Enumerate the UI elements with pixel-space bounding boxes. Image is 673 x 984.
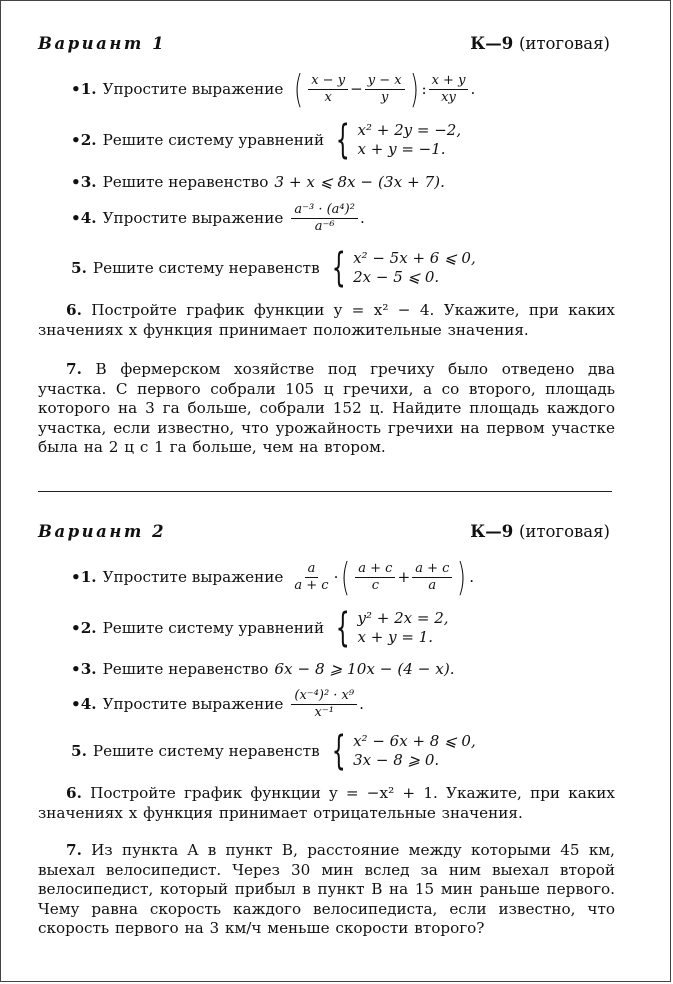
period: . xyxy=(359,209,365,227)
v2-task-5 xyxy=(71,730,476,772)
task-number: •4. xyxy=(71,695,97,713)
task-text: Упростите выражение xyxy=(102,695,284,713)
task-number: 5. xyxy=(71,742,87,760)
task-number: 7. xyxy=(66,360,82,378)
fraction: $\frac{\text{a⁻³ · (a⁴)²}}{\text{a⁻⁶}}$ xyxy=(291,203,358,234)
task-text: Постройте график функции y = x² − 4. Укажите, при каких значениях x функция принимает положительные значения. xyxy=(38,301,615,339)
v2-task-3 xyxy=(71,660,455,678)
task-number: •3. xyxy=(71,173,97,191)
v2-task-6 xyxy=(38,784,615,823)
variant-2-header xyxy=(38,522,610,541)
v1-task-1 xyxy=(71,69,475,109)
fraction: $\frac{x - y}{x}$ xyxy=(308,74,348,105)
task-number: •4. xyxy=(71,209,97,227)
operator: + xyxy=(397,568,411,586)
task-text: Решите систему неравенств xyxy=(92,259,320,277)
brace-icon: { xyxy=(331,728,346,774)
task-number: •1. xyxy=(71,80,97,98)
fraction: $\frac{a + c}{c}$ xyxy=(355,562,395,593)
task-text: Решите систему неравенств xyxy=(92,742,320,760)
task-text: Решите неравенство xyxy=(102,173,269,191)
task-number: 7. xyxy=(66,841,82,859)
v2-task-2 xyxy=(71,607,449,649)
brace-icon: { xyxy=(335,605,350,651)
v1-task-4 xyxy=(71,197,365,239)
test-code: К—9 xyxy=(470,522,514,541)
inequality-system: { x² − 5x + 6 ⩽ 0, 2x − 5 ⩽ 0. xyxy=(331,245,476,291)
task-number: •2. xyxy=(71,131,97,149)
v2-task-1 xyxy=(71,556,474,598)
right-paren: ) xyxy=(457,555,467,599)
task-number: •2. xyxy=(71,619,97,637)
operator: · xyxy=(333,568,339,586)
v1-task-2 xyxy=(71,119,461,161)
operator: − xyxy=(350,80,363,98)
task-number: 5. xyxy=(71,259,87,277)
task-text: Решите неравенство xyxy=(102,660,269,678)
left-paren: ( xyxy=(294,67,304,111)
variant-title: Вариант 2 xyxy=(38,522,167,541)
v1-task-6 xyxy=(38,301,615,340)
fraction: $\frac{x + y}{xy}$ xyxy=(429,74,469,105)
fraction: $\frac{\text{(x⁻⁴)² · x⁹}}{\text{x⁻¹}}$ xyxy=(291,689,357,720)
task-text: Упростите выражение xyxy=(102,568,284,586)
task-number: 6. xyxy=(66,301,82,319)
test-note: (итоговая) xyxy=(518,522,610,541)
task-text: Решите систему уравнений xyxy=(102,131,325,149)
test-label xyxy=(470,34,610,53)
task-number: •3. xyxy=(71,660,97,678)
v1-task-7 xyxy=(38,360,615,458)
v1-task-5 xyxy=(71,247,476,289)
fraction: $\frac{y - x}{y}$ xyxy=(365,74,405,105)
task-number: •1. xyxy=(71,568,97,586)
inequality: 3 + x ⩽ 8x − (3x + 7). xyxy=(274,173,445,191)
test-code: К—9 xyxy=(470,34,514,53)
task-text: Из пункта A в пункт B, расстояние между которыми 45 км, выехал велосипедист. Через 30 мин вслед за ним выехал второй велосипедист, который прибыл в пункт B на 15 мин раньше первого. Чему равна скорость каждого велосипедиста, если известно, что скорость первого на 3 км/ч меньше скорости второго? xyxy=(38,841,615,938)
right-paren: ) xyxy=(409,67,419,111)
task-text: В фермерском хозяйстве под гречиху было отведено два участка. С первого собрали 105 ц гречихи, а со второго, площадь которого на 3 га больше, собрали 152 ц. Найдите площадь каждого участка, если известно, что урожайность гречихи на первом участке была на 2 ц с 1 га больше, чем на втором. xyxy=(38,360,616,457)
task-text: Решите систему уравнений xyxy=(102,619,325,637)
equation-system: { y² + 2x = 2, x + y = 1. xyxy=(335,605,449,651)
v2-task-7 xyxy=(38,841,615,939)
period: . xyxy=(359,695,364,713)
test-note: (итоговая) xyxy=(518,34,610,53)
left-paren: ( xyxy=(341,555,351,599)
period: . xyxy=(469,568,475,586)
v2-task-4 xyxy=(71,683,364,725)
task-text: Упростите выражение xyxy=(102,80,284,98)
variant-title: Вариант 1 xyxy=(38,34,167,53)
brace-icon: { xyxy=(331,245,346,291)
inequality-system: { x² − 6x + 8 ⩽ 0, 3x − 8 ⩾ 0. xyxy=(331,728,476,774)
brace-icon: { xyxy=(335,117,350,163)
equation-system: { x² + 2y = −2, x + y = −1. xyxy=(335,117,462,163)
v1-task-3 xyxy=(71,173,445,191)
task-text: Упростите выражение xyxy=(102,209,284,227)
period: . xyxy=(470,80,476,98)
section-divider xyxy=(38,491,612,492)
fraction: $\frac{a}{a + c}$ xyxy=(294,560,329,593)
task-number: 6. xyxy=(66,784,82,802)
test-label xyxy=(470,522,610,541)
variant-1-header xyxy=(38,34,610,53)
task-text: Постройте график функции y = −x² + 1. Укажите, при каких значениях x функция принимает отрицательные значения. xyxy=(38,784,615,822)
fraction: $\frac{a + c}{a}$ xyxy=(412,562,452,593)
inequality: 6x − 8 ⩾ 10x − (4 − x). xyxy=(274,660,455,678)
operator: : xyxy=(421,80,427,98)
